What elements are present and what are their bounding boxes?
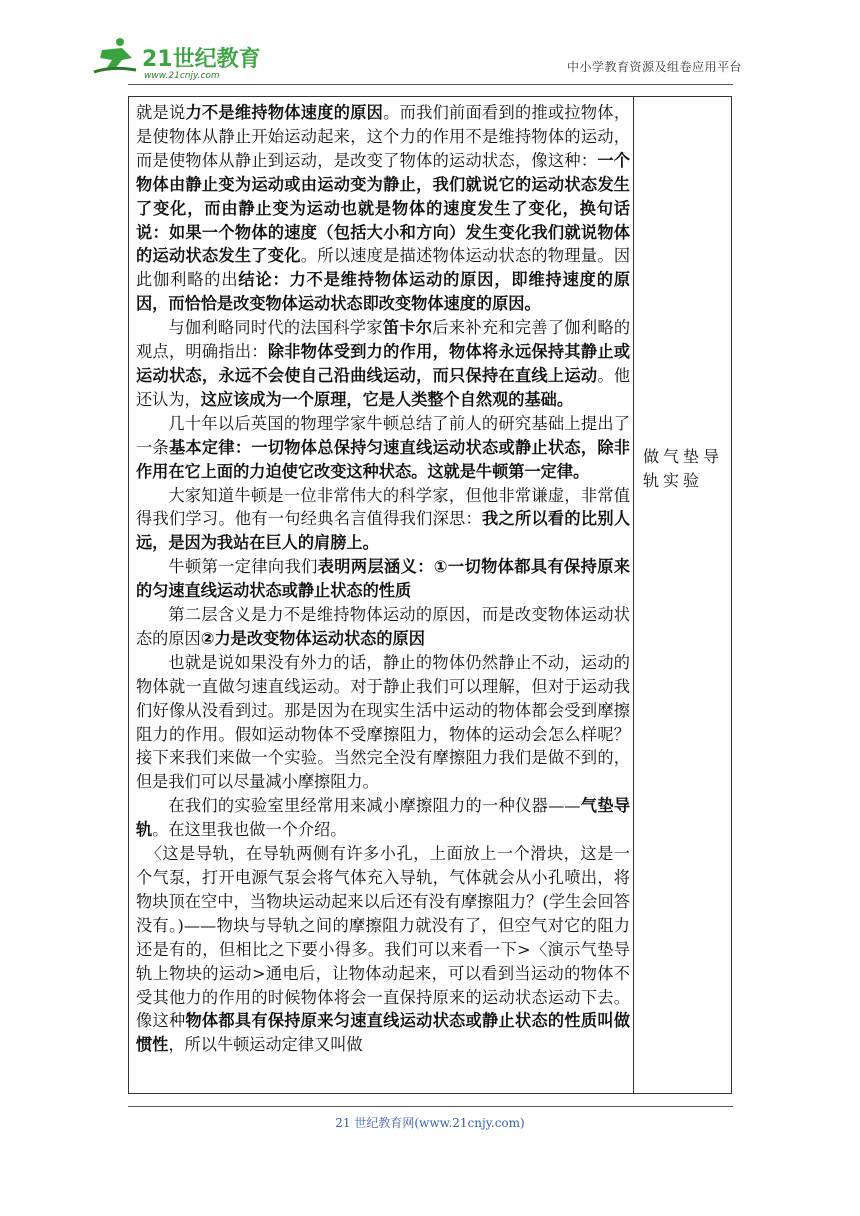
column-divider (633, 97, 634, 1093)
footer-divider (128, 1106, 733, 1107)
bold-text-run: 除非物体受到力的作用，物体将永远保持其静止或运动状态，永远不会使自己沿曲线运动，而只保持在直线上运动 (136, 342, 631, 385)
text-run: 。所以速度是描述物体运动状态的物理量。因此伽利略的出 (136, 246, 631, 290)
paragraph-2 (136, 316, 630, 412)
text-run: 就是说 (136, 103, 186, 122)
bold-text-run: 气垫导轨 (136, 796, 631, 840)
bold-text-run: 表明两层涵义：①一切物体都具有保持原来的匀速直线运动状态或静止状态的性质 (136, 557, 630, 601)
text-run: 牛顿第一定律向我们 (168, 557, 318, 577)
text-run: 几十年以后英国的物理学家牛顿总结了前人的研究基础上提出了一条 (136, 413, 630, 457)
text-run: 。他还认为， (136, 365, 631, 409)
platform-name: 中小学教育资源及组卷应用平台 (566, 60, 742, 74)
text-run: ，所以牛顿运动定律又叫做 (168, 1035, 363, 1055)
paragraph-6 (136, 603, 630, 651)
paragraph-5 (136, 555, 630, 603)
page-header (0, 0, 860, 92)
paragraph-1 (136, 101, 630, 316)
header-divider (128, 84, 733, 85)
text-run: 也就是说如果没有外力的话，静止的物体仍然静止不动，运动的物体就一直做匀速直线运动。对于静止我们可以理解，但对于运动我们好像从没看到过。那是因为在现实生活中运动的物体都会受到摩擦阻力的作用。假如运动物体不受摩擦阻力，物体的运动会怎么样呢？接下来我们来做一个实验。当然完全没有摩擦阻力我们是做不到的，但是我们可以尽量减小摩擦阻力。 (136, 652, 630, 792)
bold-text-run: 基本定律：一切物体总保持匀速直线运动状态或静止状态，除非作用在它上面的力迫使它改变这种状态。这就是牛顿第一定律。 (136, 437, 630, 481)
text-run: 第二层含义是力不是维持物体运动的原因，而是改变物体运动状态的原因 (136, 605, 630, 648)
bold-text-run: 我之所以看的比别人远，是因为我站在巨人的肩膀上。 (136, 509, 631, 553)
activity-note: 做气垫导轨实验 (643, 447, 724, 490)
text-run: 在我们的实验室里经常用来减小摩擦阻力的一种仪器—— (168, 796, 581, 816)
runner-icon (94, 38, 136, 72)
footer-source[interactable]: 21 世纪教育网(www.21cnjy.com) (335, 1116, 525, 1130)
bold-text-run: 一个物体由静止变为运动或由运动变为静止，我们就说它的运动状态发生了变化，而由静止变为运动也就是物体的速度发生了变化，换句话说：如果一个物体的速度（包括大小和方向）发生变化我们就说物体的运动状态发生了变化 (136, 150, 631, 266)
logo-text: 21世纪教育 (142, 47, 261, 72)
text-run: 大家知道牛顿是一位非常伟大的科学家，但他非常谦虚，非常值得我们学习。他有一句经典名言值得我们深思： (136, 485, 630, 529)
text-run: 。而我们前面看到的推或拉物体，是使物体从静止开始运动起来，这个力的作用不是维持物体的运动，而是使物体从静止到运动，是改变了物体的运动状态，像这种： (136, 103, 631, 170)
paragraph-9 (136, 842, 630, 1057)
text-run: 。在这里我也做一个介绍。 (152, 820, 347, 840)
bold-text-run: 物体都具有保持原来匀速直线运动状态或静止状态的性质叫做惯性 (136, 1011, 631, 1055)
logo-url: www.21cnjy.com (144, 71, 220, 80)
bold-text-run: 结论：力不是维持物体运动的原因，即维持速度的原因，而恰恰是改变物体运动状态即改变物体速度的原因。 (136, 270, 631, 314)
lesson-content-cell (136, 101, 630, 1057)
text-run: 后来补充和完善了伽利略的观点，明确指出： (136, 318, 631, 362)
bold-text-run: ②力是改变物体运动状态的原因 (200, 628, 425, 648)
text-run: 与伽利略同时代的法国科学家 (168, 318, 383, 338)
paragraph-8 (136, 794, 630, 842)
bold-text-run: 笛卡尔 (382, 318, 433, 338)
bold-text-run: 这应该成为一个原理，它是人类整个自然观的基础。 (200, 389, 574, 409)
paragraph-4 (136, 484, 630, 556)
text-run: 〈这是导轨，在导轨两侧有许多小孔，上面放上一个滑块，这是一个气泵，打开电源气泵会将气体充入导轨，气体就会从小孔喷出，将物块顶在空中，当物块运动起来以后还有没有摩擦阻力？(学生会回答没有。)——物块与导轨之间的摩擦阻力就没有了，但空气对它的阻力还是有的，但相比之下要小得多。我们可以来看一下>〈演示气垫导轨上物块的运动>通电后，让物体动起来，可以看到当运动的物体不受其他力的作用的时候物体将会一直保持原来的运动状态运动下去。像这种 (136, 844, 630, 1031)
lesson-table (128, 96, 732, 1094)
bold-text-run: 力不是维持物体速度的原因 (185, 103, 384, 122)
paragraph-3 (136, 412, 630, 484)
paragraph-7 (136, 651, 630, 794)
site-logo (92, 36, 262, 80)
